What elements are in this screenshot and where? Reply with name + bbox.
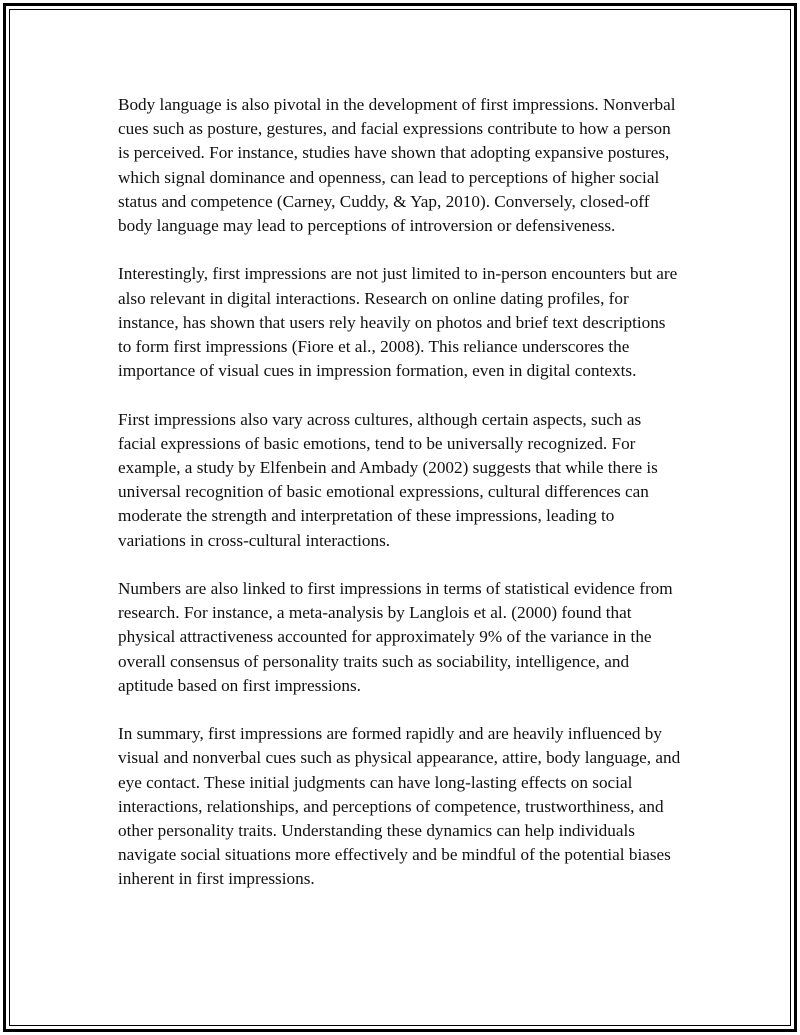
paragraph-body-language: Body language is also pivotal in the development of first impressions. Nonverbal cues such as posture, gestures, and facial expressions contribute to how a person is perceived. For instance, studies have shown that adopting expansive postures, which signal dominance and openness, can lead to perceptions of higher social status and competence (Carney, Cuddy, & Yap, 2010). Conversely, closed-off body language may lead to perceptions of introversion or defensiveness. bbox=[118, 95, 676, 236]
paragraph-summary: In summary, first impressions are formed rapidly and are heavily influenced by visual and nonverbal cues such as physical appearance, attire, body language, and eye contact. These initial judgments can have long-lasting effects on social interactions, relationships, and perceptions of competence, trustworthiness, and other personality traits. Understanding these dynamics can help individuals navigate social situations more effectively and be mindful of the potential biases inherent in first impressions. bbox=[118, 724, 681, 889]
paragraph-digital-interactions: Interestingly, first impressions are not just limited to in-person encounters but are also relevant in digital interactions. Research on online dating profiles, for instance, has shown that users rely heavily on photos and brief text descriptions to form first impressions (Fiore et al., 2008). This reliance underscores the importance of visual cues in impression formation, even in digital contexts. bbox=[118, 264, 678, 381]
paragraph-cultural-variation: First impressions also vary across cultures, although certain aspects, such as facial expressions of basic emotions, tend to be universally recognized. For example, a study by Elfenbein and Ambady (2002) suggests that while there is universal recognition of basic emotional expressions, cultural differences can moderate the strength and interpretation of these impressions, leading to variations in cross-cultural interactions. bbox=[118, 409, 658, 550]
document-body bbox=[118, 93, 683, 892]
paragraph-statistical-evidence: Numbers are also linked to first impressions in terms of statistical evidence from research. For instance, a meta-analysis by Langlois et al. (2000) found that physical attractiveness accounted for approximately 9% of the variance in the overall consensus of personality traits such as sociability, intelligence, and aptitude based on first impressions. bbox=[118, 579, 673, 695]
